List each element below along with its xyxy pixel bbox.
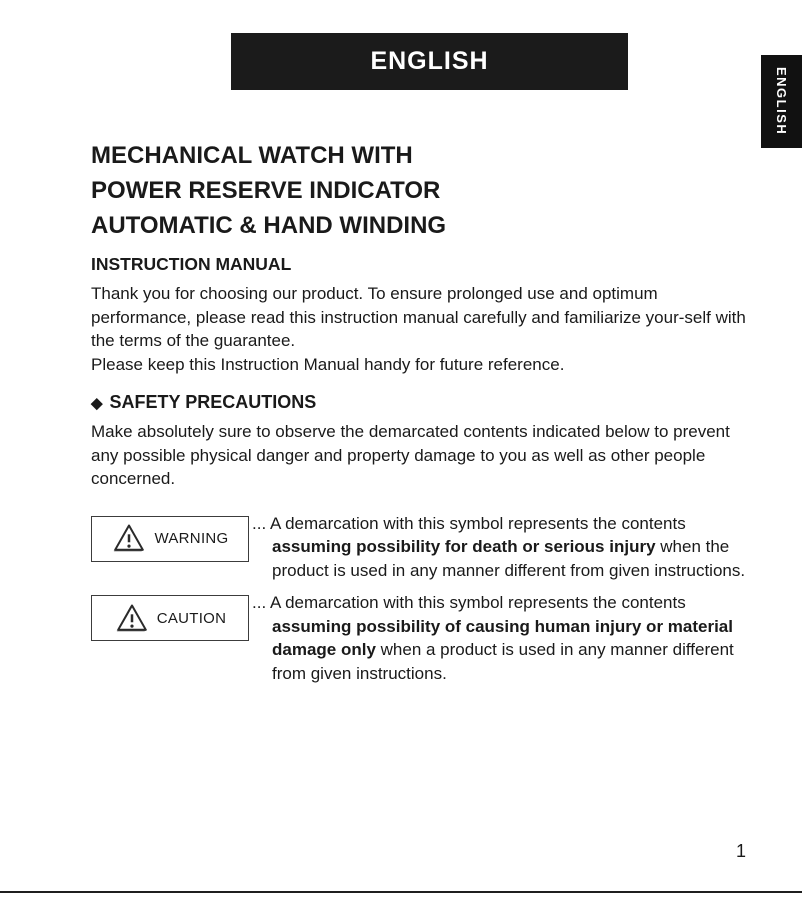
intro-note: Please keep this Instruction Manual handy for future reference. [91, 354, 565, 374]
warning-text [252, 512, 755, 583]
title-line: MECHANICAL WATCH WITH [91, 142, 413, 169]
caution-box [91, 595, 249, 641]
warning-text-bold: assuming possibility for death or serious injury [272, 537, 656, 556]
page-number: 1 [735, 841, 746, 861]
page-title [91, 138, 755, 243]
warning-triangle-icon [114, 603, 150, 634]
caution-text-prefix: ... A demarcation with this symbol represents the contents [252, 593, 686, 612]
warning-section [91, 512, 755, 686]
safety-paragraph: Make absolutely sure to observe the demarcated contents indicated below to prevent any possible physical danger and property damage to you as well as other people concerned. [91, 422, 730, 488]
warning-row [91, 512, 755, 583]
title-line: POWER RESERVE INDICATOR [91, 177, 441, 204]
caution-row [91, 591, 755, 685]
caution-text-bold: assuming possibility of causing human injury or material damage only [272, 616, 733, 659]
warning-text-prefix: ... A demarcation with this symbol represents the contents [252, 513, 686, 533]
intro-paragraph: Thank you for choosing our product. To ensure prolonged use and optimum performance, please read this instruction manual carefully and familiarize your-self with the terms of the guarantee. [91, 284, 746, 350]
language-banner-label: ENGLISH [370, 47, 489, 75]
warning-label: WARNING [154, 530, 229, 547]
diamond-icon: ◆ [91, 394, 103, 412]
caution-text-suffix: when a product is used in any manner different from given instructions. [272, 640, 734, 683]
language-side-tab-label: ENGLISH [774, 67, 789, 136]
language-side-tab [761, 55, 802, 148]
language-banner [231, 33, 628, 90]
page-content [91, 138, 755, 685]
caution-text [252, 591, 755, 685]
caution-label: CAUTION [156, 609, 227, 627]
title-line: AUTOMATIC & HAND WINDING [91, 212, 447, 239]
instruction-manual-subtitle: INSTRUCTION MANUAL [91, 254, 292, 274]
warning-box [91, 516, 249, 562]
bottom-rule [0, 891, 802, 893]
safety-precautions-heading [91, 392, 755, 413]
warning-text-suffix: when the product is used in any manner different from given instructions. [272, 537, 746, 580]
warning-triangle-icon [111, 523, 147, 554]
safety-heading-label: SAFETY PRECAUTIONS [109, 392, 317, 412]
